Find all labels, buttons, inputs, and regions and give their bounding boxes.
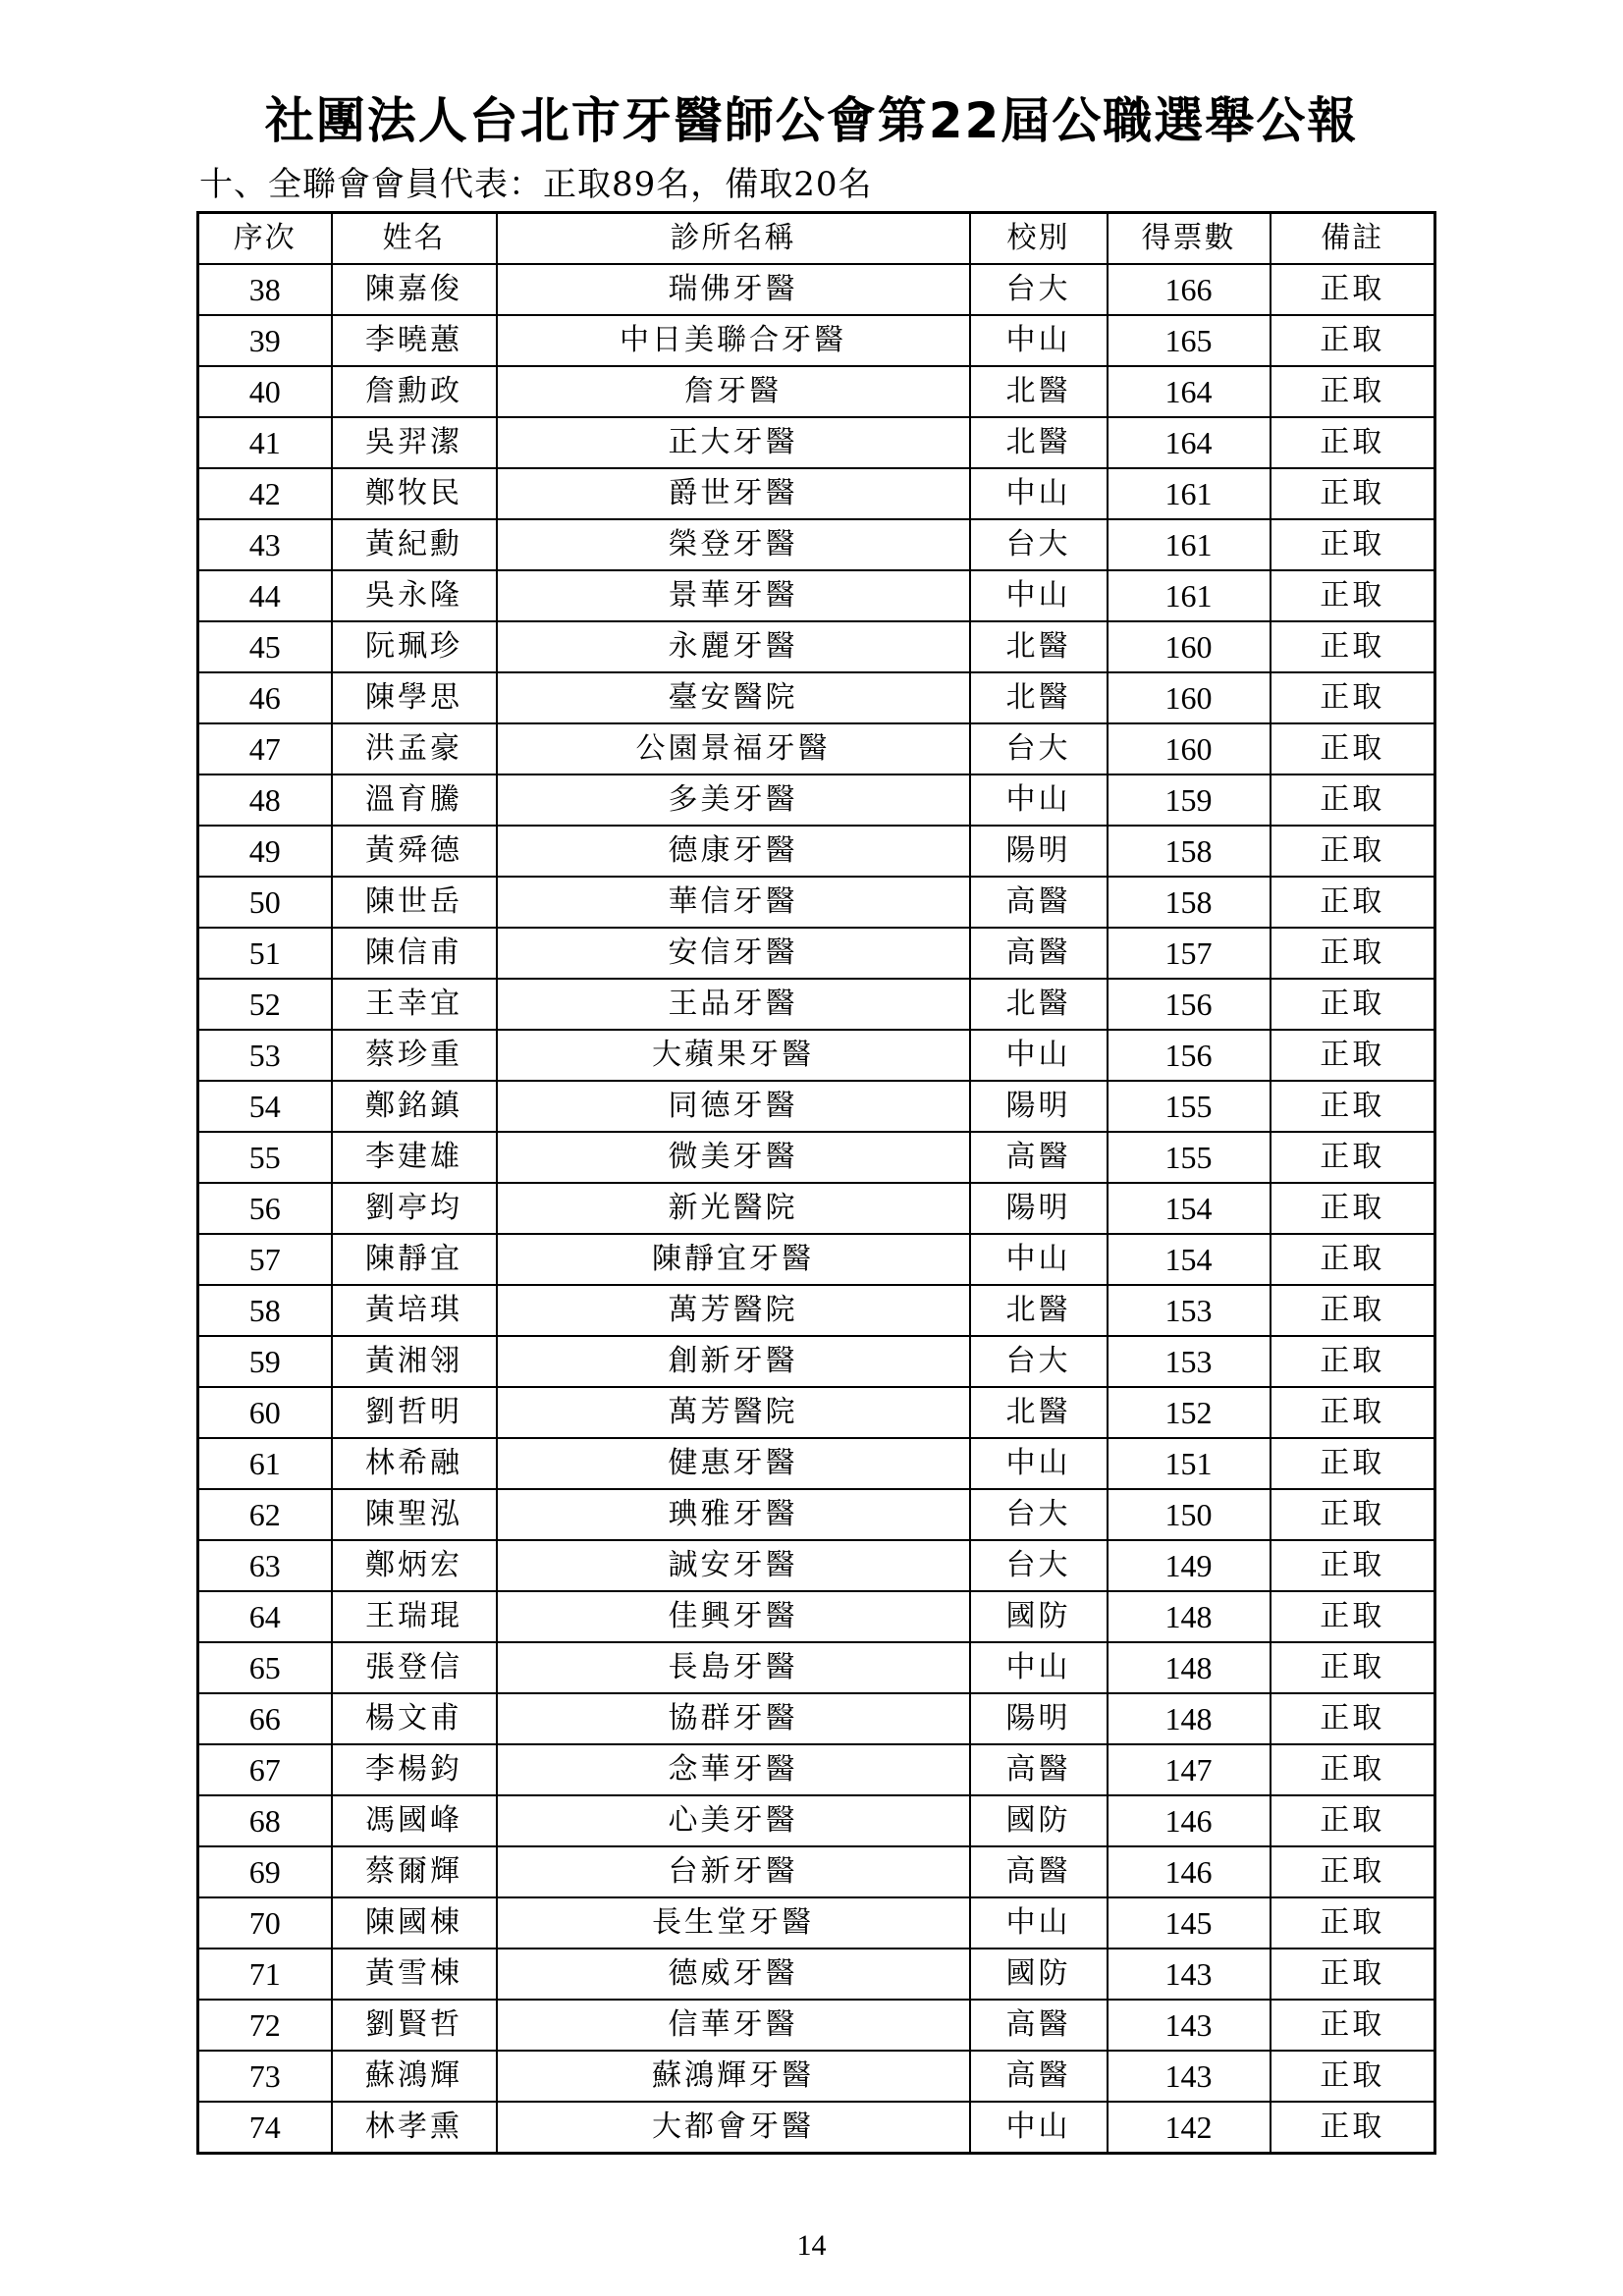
sequence-cell: 55 — [198, 1132, 332, 1183]
table-row — [198, 1081, 1435, 1132]
clinic-cell: 公園景福牙醫 — [497, 723, 970, 774]
remark-cell: 正取 — [1271, 2000, 1435, 2051]
clinic-cell: 爵世牙醫 — [497, 468, 970, 519]
school-cell: 中山 — [970, 774, 1108, 826]
sequence-cell: 68 — [198, 1795, 332, 1846]
sequence-cell: 67 — [198, 1744, 332, 1795]
remark-cell: 正取 — [1271, 570, 1435, 621]
remark-cell: 正取 — [1271, 928, 1435, 979]
votes-cell: 154 — [1108, 1183, 1271, 1234]
votes-cell: 150 — [1108, 1489, 1271, 1540]
school-cell: 中山 — [970, 468, 1108, 519]
clinic-cell: 萬芳醫院 — [497, 1387, 970, 1438]
table-row — [198, 672, 1435, 723]
votes-cell: 159 — [1108, 774, 1271, 826]
school-cell: 國防 — [970, 1591, 1108, 1642]
remark-cell: 正取 — [1271, 979, 1435, 1030]
name-cell: 黃培琪 — [332, 1285, 497, 1336]
table-row — [198, 621, 1435, 672]
table-row — [198, 570, 1435, 621]
header-name: 姓名 — [332, 213, 497, 265]
table-row — [198, 877, 1435, 928]
remark-cell: 正取 — [1271, 723, 1435, 774]
table-row — [198, 826, 1435, 877]
name-cell: 李楊鈞 — [332, 1744, 497, 1795]
name-cell: 劉亭均 — [332, 1183, 497, 1234]
sequence-cell: 40 — [198, 366, 332, 417]
remark-cell: 正取 — [1271, 264, 1435, 315]
name-cell: 陳靜宜 — [332, 1234, 497, 1285]
name-cell: 黃舜德 — [332, 826, 497, 877]
clinic-cell: 王品牙醫 — [497, 979, 970, 1030]
school-cell: 高醫 — [970, 2000, 1108, 2051]
votes-cell: 161 — [1108, 468, 1271, 519]
name-cell: 陳國棟 — [332, 1897, 497, 1949]
sequence-cell: 70 — [198, 1897, 332, 1949]
table-row — [198, 1132, 1435, 1183]
votes-cell: 146 — [1108, 1846, 1271, 1897]
name-cell: 洪孟豪 — [332, 723, 497, 774]
name-cell: 王瑞琨 — [332, 1591, 497, 1642]
table-row — [198, 723, 1435, 774]
clinic-cell: 萬芳醫院 — [497, 1285, 970, 1336]
votes-cell: 152 — [1108, 1387, 1271, 1438]
votes-cell: 156 — [1108, 1030, 1271, 1081]
header-school: 校別 — [970, 213, 1108, 265]
table-row — [198, 417, 1435, 468]
table-row — [198, 1540, 1435, 1591]
clinic-cell: 誠安牙醫 — [497, 1540, 970, 1591]
school-cell: 中山 — [970, 1234, 1108, 1285]
sequence-cell: 50 — [198, 877, 332, 928]
votes-cell: 147 — [1108, 1744, 1271, 1795]
remark-cell: 正取 — [1271, 1183, 1435, 1234]
remark-cell: 正取 — [1271, 315, 1435, 366]
clinic-cell: 陳靜宜牙醫 — [497, 1234, 970, 1285]
table-row — [198, 1438, 1435, 1489]
remark-cell: 正取 — [1271, 1030, 1435, 1081]
remark-cell: 正取 — [1271, 1795, 1435, 1846]
name-cell: 劉哲明 — [332, 1387, 497, 1438]
remark-cell: 正取 — [1271, 1591, 1435, 1642]
remark-cell: 正取 — [1271, 1336, 1435, 1387]
votes-cell: 143 — [1108, 1949, 1271, 2000]
votes-cell: 161 — [1108, 519, 1271, 570]
clinic-cell: 微美牙醫 — [497, 1132, 970, 1183]
table-row — [198, 774, 1435, 826]
name-cell: 溫育騰 — [332, 774, 497, 826]
table-row — [198, 1897, 1435, 1949]
school-cell: 陽明 — [970, 1183, 1108, 1234]
clinic-cell: 德康牙醫 — [497, 826, 970, 877]
name-cell: 蘇鴻輝 — [332, 2051, 497, 2102]
school-cell: 北醫 — [970, 417, 1108, 468]
votes-cell: 166 — [1108, 264, 1271, 315]
votes-cell: 161 — [1108, 570, 1271, 621]
remark-cell: 正取 — [1271, 774, 1435, 826]
remark-cell: 正取 — [1271, 2051, 1435, 2102]
school-cell: 中山 — [970, 1897, 1108, 1949]
school-cell: 中山 — [970, 1030, 1108, 1081]
votes-cell: 153 — [1108, 1285, 1271, 1336]
remark-cell: 正取 — [1271, 1081, 1435, 1132]
school-cell: 陽明 — [970, 1081, 1108, 1132]
table-row — [198, 1234, 1435, 1285]
school-cell: 北醫 — [970, 979, 1108, 1030]
votes-cell: 148 — [1108, 1642, 1271, 1693]
school-cell: 台大 — [970, 1489, 1108, 1540]
table-row — [198, 928, 1435, 979]
remark-cell: 正取 — [1271, 1438, 1435, 1489]
sequence-cell: 48 — [198, 774, 332, 826]
remark-cell: 正取 — [1271, 1949, 1435, 2000]
school-cell: 高醫 — [970, 1744, 1108, 1795]
table-row — [198, 2000, 1435, 2051]
school-cell: 台大 — [970, 519, 1108, 570]
sequence-cell: 61 — [198, 1438, 332, 1489]
school-cell: 台大 — [970, 1540, 1108, 1591]
table-row — [198, 1642, 1435, 1693]
sequence-cell: 64 — [198, 1591, 332, 1642]
table-row — [198, 1489, 1435, 1540]
sequence-cell: 44 — [198, 570, 332, 621]
name-cell: 林孝熏 — [332, 2102, 497, 2154]
votes-cell: 154 — [1108, 1234, 1271, 1285]
name-cell: 黃紀勳 — [332, 519, 497, 570]
school-cell: 國防 — [970, 1795, 1108, 1846]
remark-cell: 正取 — [1271, 1897, 1435, 1949]
name-cell: 陳世岳 — [332, 877, 497, 928]
name-cell: 楊文甫 — [332, 1693, 497, 1744]
name-cell: 鄭銘鎮 — [332, 1081, 497, 1132]
school-cell: 高醫 — [970, 877, 1108, 928]
clinic-cell: 詹牙醫 — [497, 366, 970, 417]
table-row — [198, 2102, 1435, 2154]
table-row — [198, 264, 1435, 315]
clinic-cell: 多美牙醫 — [497, 774, 970, 826]
clinic-cell: 琠雅牙醫 — [497, 1489, 970, 1540]
votes-cell: 160 — [1108, 672, 1271, 723]
school-cell: 台大 — [970, 1336, 1108, 1387]
votes-cell: 148 — [1108, 1693, 1271, 1744]
name-cell: 吳永隆 — [332, 570, 497, 621]
clinic-cell: 心美牙醫 — [497, 1795, 970, 1846]
section-heading: 十、全聯會會員代表：正取89名，備取20名 — [199, 165, 873, 204]
school-cell: 陽明 — [970, 1693, 1108, 1744]
table-row — [198, 979, 1435, 1030]
remark-cell: 正取 — [1271, 1285, 1435, 1336]
school-cell: 中山 — [970, 1642, 1108, 1693]
name-cell: 蔡珍重 — [332, 1030, 497, 1081]
sequence-cell: 41 — [198, 417, 332, 468]
table-row — [198, 1795, 1435, 1846]
clinic-cell: 瑞佛牙醫 — [497, 264, 970, 315]
sequence-cell: 73 — [198, 2051, 332, 2102]
school-cell: 台大 — [970, 264, 1108, 315]
clinic-cell: 大都會牙醫 — [497, 2102, 970, 2154]
remark-cell: 正取 — [1271, 468, 1435, 519]
remark-cell: 正取 — [1271, 1693, 1435, 1744]
school-cell: 高醫 — [970, 1132, 1108, 1183]
sequence-cell: 38 — [198, 264, 332, 315]
header-votes: 得票數 — [1108, 213, 1271, 265]
votes-cell: 164 — [1108, 366, 1271, 417]
sequence-cell: 71 — [198, 1949, 332, 2000]
name-cell: 蔡爾輝 — [332, 1846, 497, 1897]
votes-cell: 155 — [1108, 1132, 1271, 1183]
votes-cell: 153 — [1108, 1336, 1271, 1387]
remark-cell: 正取 — [1271, 826, 1435, 877]
name-cell: 陳信甫 — [332, 928, 497, 979]
remark-cell: 正取 — [1271, 2102, 1435, 2154]
sequence-cell: 60 — [198, 1387, 332, 1438]
table-row — [198, 2051, 1435, 2102]
sequence-cell: 69 — [198, 1846, 332, 1897]
name-cell: 馮國峰 — [332, 1795, 497, 1846]
name-cell: 劉賢哲 — [332, 2000, 497, 2051]
name-cell: 詹勳政 — [332, 366, 497, 417]
sequence-cell: 45 — [198, 621, 332, 672]
remark-cell: 正取 — [1271, 417, 1435, 468]
school-cell: 北醫 — [970, 621, 1108, 672]
header-remark: 備註 — [1271, 213, 1435, 265]
clinic-cell: 臺安醫院 — [497, 672, 970, 723]
sequence-cell: 58 — [198, 1285, 332, 1336]
sequence-cell: 49 — [198, 826, 332, 877]
school-cell: 北醫 — [970, 672, 1108, 723]
clinic-cell: 德威牙醫 — [497, 1949, 970, 2000]
school-cell: 中山 — [970, 1438, 1108, 1489]
sequence-cell: 74 — [198, 2102, 332, 2154]
sequence-cell: 39 — [198, 315, 332, 366]
votes-cell: 158 — [1108, 877, 1271, 928]
school-cell: 高醫 — [970, 928, 1108, 979]
school-cell: 中山 — [970, 2102, 1108, 2154]
school-cell: 高醫 — [970, 1846, 1108, 1897]
votes-cell: 149 — [1108, 1540, 1271, 1591]
votes-cell: 151 — [1108, 1438, 1271, 1489]
name-cell: 張登信 — [332, 1642, 497, 1693]
votes-cell: 143 — [1108, 2051, 1271, 2102]
clinic-cell: 蘇鴻輝牙醫 — [497, 2051, 970, 2102]
remark-cell: 正取 — [1271, 1132, 1435, 1183]
table-row — [198, 1591, 1435, 1642]
school-cell: 國防 — [970, 1949, 1108, 2000]
table-row — [198, 315, 1435, 366]
sequence-cell: 63 — [198, 1540, 332, 1591]
sequence-cell: 46 — [198, 672, 332, 723]
clinic-cell: 中日美聯合牙醫 — [497, 315, 970, 366]
table-header — [198, 213, 1435, 265]
votes-cell: 143 — [1108, 2000, 1271, 2051]
clinic-cell: 安信牙醫 — [497, 928, 970, 979]
clinic-cell: 新光醫院 — [497, 1183, 970, 1234]
clinic-cell: 佳興牙醫 — [497, 1591, 970, 1642]
name-cell: 李建雄 — [332, 1132, 497, 1183]
clinic-cell: 正大牙醫 — [497, 417, 970, 468]
school-cell: 北醫 — [970, 1387, 1108, 1438]
clinic-cell: 信華牙醫 — [497, 2000, 970, 2051]
clinic-cell: 長生堂牙醫 — [497, 1897, 970, 1949]
school-cell: 中山 — [970, 570, 1108, 621]
remark-cell: 正取 — [1271, 621, 1435, 672]
name-cell: 吳羿潔 — [332, 417, 497, 468]
votes-cell: 145 — [1108, 1897, 1271, 1949]
sequence-cell: 56 — [198, 1183, 332, 1234]
sequence-cell: 43 — [198, 519, 332, 570]
clinic-cell: 創新牙醫 — [497, 1336, 970, 1387]
header-sequence: 序次 — [198, 213, 332, 265]
table-row — [198, 1949, 1435, 2000]
table-row — [198, 1693, 1435, 1744]
sequence-cell: 42 — [198, 468, 332, 519]
sequence-cell: 62 — [198, 1489, 332, 1540]
sequence-cell: 51 — [198, 928, 332, 979]
table-row — [198, 1336, 1435, 1387]
header-clinic: 診所名稱 — [497, 213, 970, 265]
sequence-cell: 65 — [198, 1642, 332, 1693]
votes-cell: 160 — [1108, 723, 1271, 774]
remark-cell: 正取 — [1271, 1489, 1435, 1540]
sequence-cell: 72 — [198, 2000, 332, 2051]
name-cell: 陳學思 — [332, 672, 497, 723]
votes-cell: 157 — [1108, 928, 1271, 979]
clinic-cell: 台新牙醫 — [497, 1846, 970, 1897]
clinic-cell: 健惠牙醫 — [497, 1438, 970, 1489]
table-row — [198, 1387, 1435, 1438]
page-number: 14 — [796, 2229, 827, 2262]
remark-cell: 正取 — [1271, 1234, 1435, 1285]
clinic-cell: 榮登牙醫 — [497, 519, 970, 570]
votes-cell: 164 — [1108, 417, 1271, 468]
clinic-cell: 景華牙醫 — [497, 570, 970, 621]
name-cell: 李曉蕙 — [332, 315, 497, 366]
school-cell: 高醫 — [970, 2051, 1108, 2102]
name-cell: 王幸宜 — [332, 979, 497, 1030]
votes-cell: 142 — [1108, 2102, 1271, 2154]
votes-cell: 160 — [1108, 621, 1271, 672]
remark-cell: 正取 — [1271, 1387, 1435, 1438]
clinic-cell: 大蘋果牙醫 — [497, 1030, 970, 1081]
table-row — [198, 1744, 1435, 1795]
page-title: 社團法人台北市牙醫師公會第22屆公職選舉公報 — [264, 92, 1359, 149]
sequence-cell: 52 — [198, 979, 332, 1030]
clinic-cell: 永麗牙醫 — [497, 621, 970, 672]
table-row — [198, 1183, 1435, 1234]
table-row — [198, 468, 1435, 519]
votes-cell: 146 — [1108, 1795, 1271, 1846]
election-results-table — [196, 211, 1436, 2155]
sequence-cell: 59 — [198, 1336, 332, 1387]
table-row — [198, 1846, 1435, 1897]
name-cell: 陳嘉俊 — [332, 264, 497, 315]
votes-cell: 165 — [1108, 315, 1271, 366]
sequence-cell: 53 — [198, 1030, 332, 1081]
sequence-cell: 57 — [198, 1234, 332, 1285]
sequence-cell: 47 — [198, 723, 332, 774]
votes-cell: 155 — [1108, 1081, 1271, 1132]
remark-cell: 正取 — [1271, 1540, 1435, 1591]
school-cell: 北醫 — [970, 366, 1108, 417]
table-row — [198, 519, 1435, 570]
school-cell: 陽明 — [970, 826, 1108, 877]
remark-cell: 正取 — [1271, 1744, 1435, 1795]
clinic-cell: 華信牙醫 — [497, 877, 970, 928]
clinic-cell: 同德牙醫 — [497, 1081, 970, 1132]
votes-cell: 158 — [1108, 826, 1271, 877]
remark-cell: 正取 — [1271, 366, 1435, 417]
clinic-cell: 協群牙醫 — [497, 1693, 970, 1744]
remark-cell: 正取 — [1271, 877, 1435, 928]
name-cell: 林希融 — [332, 1438, 497, 1489]
name-cell: 鄭牧民 — [332, 468, 497, 519]
table-row — [198, 1285, 1435, 1336]
remark-cell: 正取 — [1271, 1846, 1435, 1897]
name-cell: 鄭炳宏 — [332, 1540, 497, 1591]
school-cell: 北醫 — [970, 1285, 1108, 1336]
name-cell: 阮珮珍 — [332, 621, 497, 672]
votes-cell: 148 — [1108, 1591, 1271, 1642]
sequence-cell: 66 — [198, 1693, 332, 1744]
remark-cell: 正取 — [1271, 1642, 1435, 1693]
school-cell: 台大 — [970, 723, 1108, 774]
table-row — [198, 366, 1435, 417]
clinic-cell: 長島牙醫 — [497, 1642, 970, 1693]
clinic-cell: 念華牙醫 — [497, 1744, 970, 1795]
votes-cell: 156 — [1108, 979, 1271, 1030]
school-cell: 中山 — [970, 315, 1108, 366]
name-cell: 陳聖泓 — [332, 1489, 497, 1540]
sequence-cell: 54 — [198, 1081, 332, 1132]
table-row — [198, 1030, 1435, 1081]
name-cell: 黃湘翎 — [332, 1336, 497, 1387]
table-body — [198, 264, 1435, 2154]
name-cell: 黃雪棟 — [332, 1949, 497, 2000]
remark-cell: 正取 — [1271, 519, 1435, 570]
header-row — [198, 213, 1435, 265]
remark-cell: 正取 — [1271, 672, 1435, 723]
